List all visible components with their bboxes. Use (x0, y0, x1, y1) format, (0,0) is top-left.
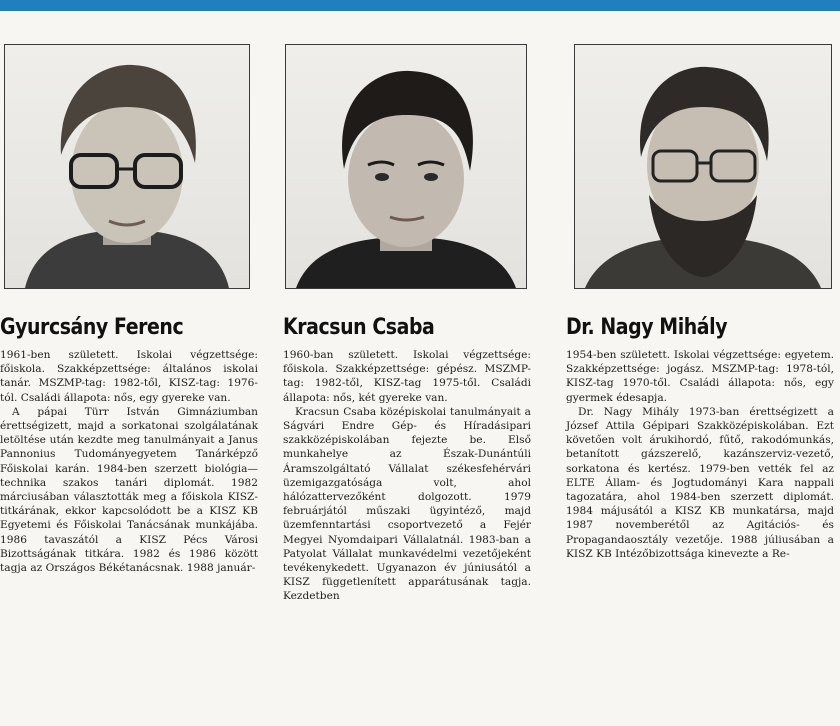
portrait-illustration (575, 45, 831, 288)
portrait-photo (285, 44, 527, 289)
person-name: Kracsun Csaba (283, 315, 435, 340)
profile-column (283, 44, 531, 604)
biography-text (283, 348, 531, 604)
portrait-illustration (286, 45, 526, 288)
bio-paragraph: 1960-ban született. Iskolai végzettsége: főiskola. Szakképzettsége: gépész. MSZMP-tag: 1982-től, KISZ-tag 1975-től. Családi állapota: nős, két gyereke van. (283, 349, 531, 404)
bio-paragraph: Kracsun Csaba középiskolai tanulmányait a Ságvári Endre Gép- és Híradásipari szakközépiskolában fejezte be. Első munkahelye az Észak-Dunántúli Áramszolgáltató Vállalat székesfehérvári üzemigazgatósága volt, ahol hálózattervezőként dolgozott. 1979 februárjától műszaki ügyintéző, majd üzemfenntartási csoportvezető a Fejér Megyei Nyomdaipari Vállalatnál. 1983-ban a Patyolat Vállalat munkavédelmi vezetőjeként tevékenykedett. Ugyanazon év júniusától a KISZ függetlenített apparátusának tagja. Kezdetben (283, 405, 531, 603)
biography-text (0, 348, 258, 575)
person-name: Dr. Nagy Mihály (566, 315, 728, 340)
person-name: Gyurcsány Ferenc (0, 315, 184, 340)
bio-paragraph: A pápai Türr István Gimnáziumban érettségizett, majd a sorkatonai szolgálatának letöltése után kezdte meg tanulmányait a Janus Pannonius Tudományegyetem Tanárképző Főiskolai karán. 1984-ben szerzett biológia—technika szakos tanári diplomát. 1982 márciusában választották meg a főiskola KISZ-titkárának, ekkor kapcsolódott be a KISZ KB Egyetemi és Főiskolai Tanácsának munkájába. 1986 tavaszától a KISZ Pécs Városi Bizottságának titkára. 1982 és 1986 között tagja az Országos Békétanácsnak. 1988 január- (0, 405, 258, 575)
portrait-illustration (5, 45, 249, 288)
profile-column (0, 44, 258, 575)
bio-paragraph: Dr. Nagy Mihály 1973-ban érettségizett a József Attila Gépipari Szakközépiskolában. Ezt követően volt árukihordó, fűtő, rakodómunkás, betanított gázszerelő, kazánszerviz-vezető, sorkatona és kertész. 1979-ben vették fel az ELTE Állam- és Jogtudományi Kara nappali tagozatára, ahol 1984-ben szerzett diplomát. 1984 májusától a KISZ KB munkatársa, majd 1987 novemberétől az Agitációs- és Propagandaosztály vezetője. 1988 júliusában a KISZ KB Intézőbizottsága kinevezte a Re- (566, 405, 834, 560)
portrait-photo (4, 44, 250, 289)
biography-text (566, 348, 834, 561)
top-color-bar (0, 0, 840, 11)
profile-column (566, 44, 834, 561)
bio-paragraph: 1954-ben született. Iskolai végzettsége: egyetem. Szakképzettsége: jogász. MSZMP-tag: 1978-tól, KISZ-tag 1970-től. Családi állapota: nős, egy gyermek édesapja. (566, 349, 834, 404)
bio-paragraph: 1961-ben született. Iskolai végzettsége: főiskola. Szakképzettsége: általános iskolai tanár. MSZMP-tag: 1982-től, KISZ-tag: 1976-tól. Családi állapota: nős, egy gyereke van. (0, 349, 258, 404)
top-divider (0, 11, 840, 13)
portrait-photo (574, 44, 832, 289)
